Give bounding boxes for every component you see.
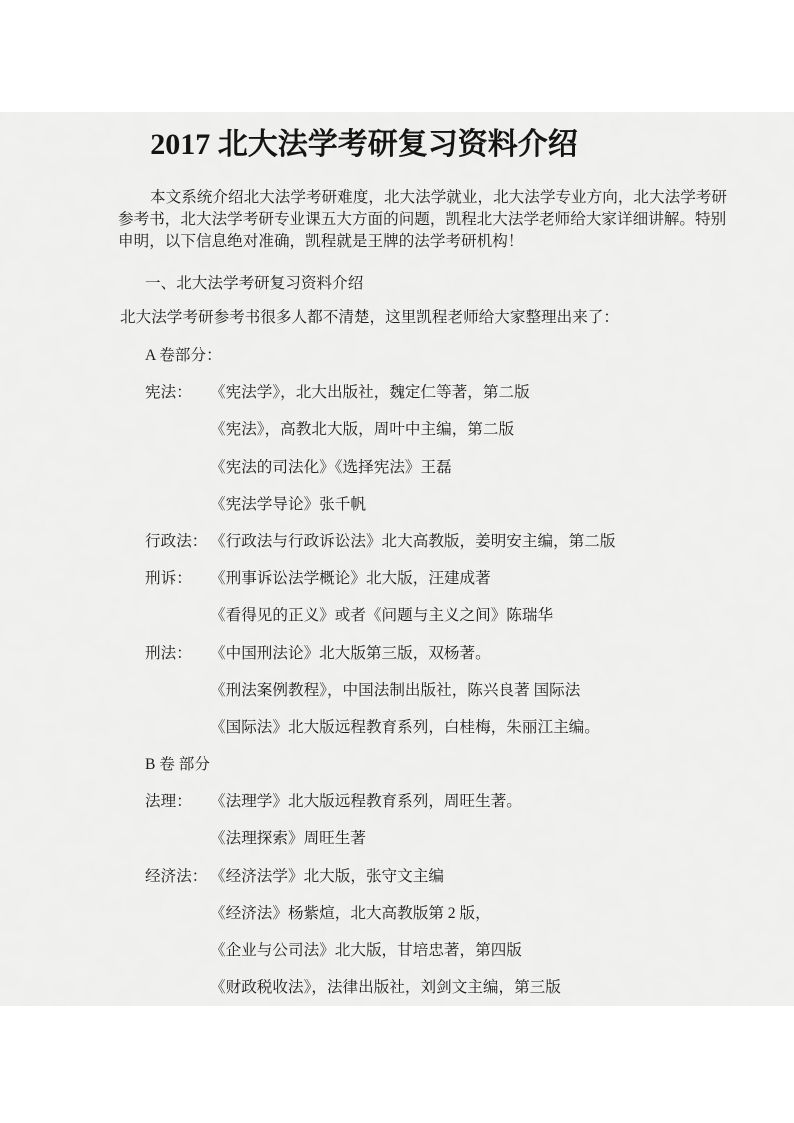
volume-a-heading-line — [145, 345, 682, 366]
book-entry-text: 《国际法》北大版远程教育系列，白桂梅，朱丽江主编。 — [210, 718, 600, 736]
book-entry-text: 《经济法》杨紫煊，北大高教版第 2 版， — [210, 904, 491, 922]
intro-line: 参考书，北大法学考研专业课五大方面的问题，凯程北大法学老师给大家详细讲解。特别 — [118, 211, 727, 228]
book-entry-text: 《企业与公司法》北大版，甘培忠著，第四版 — [210, 942, 522, 959]
section-heading: 一、北大法学考研复习资料介绍 — [145, 275, 364, 292]
book-entry-text: 《看得见的正义》或者《问题与主义之间》陈瑞华 — [210, 607, 554, 625]
book-category-label: 法理： — [145, 793, 192, 811]
book-list-line — [145, 866, 682, 887]
book-entry-text: 《宪法学》，北大出版社，魏定仁等著，第二版 — [210, 384, 530, 402]
book-list-line — [145, 791, 682, 812]
book-list-line — [145, 940, 682, 961]
book-category-label: 刑诉： — [145, 570, 192, 588]
book-entry-text: 《中国刑法论》北大版第三版，双杨著。 — [210, 644, 491, 662]
book-list-line — [145, 419, 682, 440]
book-entry-text: 《行政法与行政诉讼法》北大高教版，姜明安主编，第二版 — [210, 532, 616, 550]
book-list-line — [145, 717, 682, 738]
book-entry-text: 《法理探索》周旺生著 — [210, 830, 366, 848]
book-list-line — [145, 457, 682, 478]
book-entry-text: 《宪法的司法化》《选择宪法》王磊 — [210, 458, 452, 476]
book-list-line — [145, 531, 682, 552]
document-title: 2017 北大法学考研复习资料介绍 — [150, 128, 578, 161]
book-category-label: 行政法： — [145, 532, 208, 550]
book-list-line — [145, 903, 682, 924]
document-content — [0, 112, 794, 998]
book-entry-text: 《宪法》，高教北大版，周叶中主编，第二版 — [210, 421, 515, 439]
intro-paragraph — [118, 187, 727, 253]
book-list-line — [145, 643, 682, 664]
book-entry-text: 《刑法案例教程》，中国法制出版社，陈兴良著 国际法 — [210, 681, 581, 699]
book-list-line — [145, 828, 682, 849]
book-entry-text: 《财政税收法》，法律出版社，刘剑文主编，第三版 — [210, 979, 561, 997]
volume-heading: A 卷部分： — [145, 347, 222, 364]
reference-note: 北大法学考研参考书很多人都不清楚，这里凯程老师给大家整理出来了： — [120, 309, 620, 326]
intro-line: 本文系统介绍北大法学考研难度，北大法学就业，北大法学专业方向，北大法学考研 — [150, 189, 727, 206]
book-list-line — [145, 605, 682, 626]
volume-heading: B 卷 部分 — [145, 756, 210, 774]
book-list-line — [145, 680, 682, 701]
book-list-line — [145, 568, 682, 589]
book-list-line — [145, 977, 682, 998]
book-entry-text: 《宪法学导论》张千帆 — [210, 495, 366, 513]
book-entry-text: 《刑事诉讼法学概论》北大版，汪建成著 — [210, 570, 491, 588]
book-category-label: 宪法： — [145, 384, 192, 402]
book-entry-text: 《经济法学》北大版，张守文主编 — [210, 867, 444, 885]
book-category-label: 刑法： — [145, 644, 192, 662]
book-category-label: 经济法： — [145, 867, 208, 885]
book-list-line — [145, 494, 682, 515]
book-list-line — [145, 382, 682, 403]
volume-b-heading-line — [145, 754, 682, 775]
book-entry-text: 《法理学》北大版远程教育系列，周旺生著。 — [210, 793, 522, 811]
paper-sheet — [0, 112, 794, 1006]
book-list — [118, 345, 682, 998]
intro-line: 申明，以下信息绝对准确，凯程就是王牌的法学考研机构！ — [118, 233, 524, 250]
